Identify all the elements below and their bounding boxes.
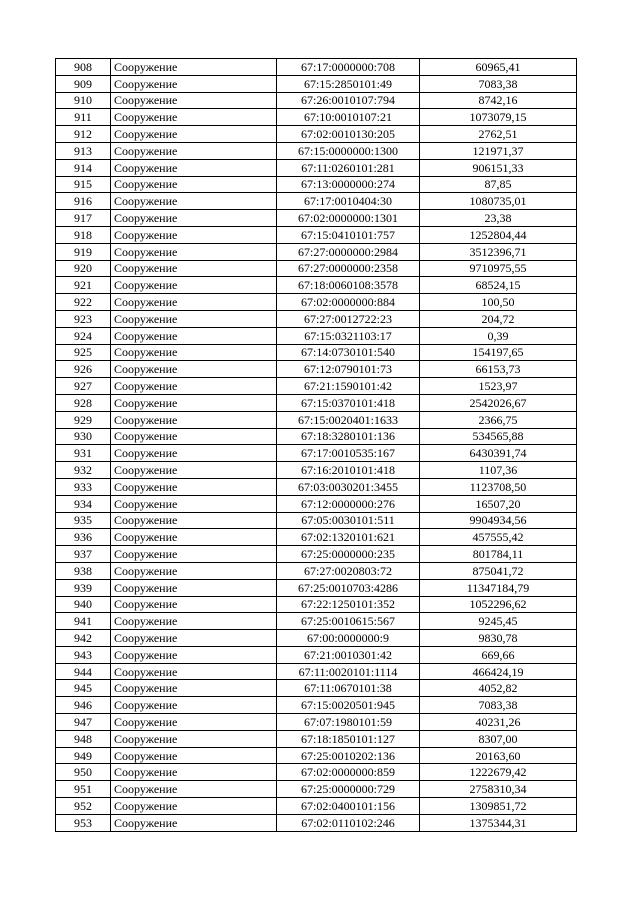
table-row [56,193,577,210]
cadastral-number: 67:15:0410101:757 [277,226,420,243]
cadastral-number: 67:17:0010404:30 [277,193,420,210]
table-row [56,814,577,831]
cadastral-value: 906151,33 [420,159,577,176]
row-number: 953 [56,814,111,831]
object-type: Сооружение [111,92,277,109]
table-row [56,764,577,781]
table-row [56,277,577,294]
row-number: 951 [56,781,111,798]
row-number: 934 [56,495,111,512]
cadastral-number: 67:22:1250101:352 [277,596,420,613]
object-type: Сооружение [111,798,277,815]
cadastral-value: 1222679,42 [420,764,577,781]
row-number: 937 [56,546,111,563]
cadastral-number: 67:15:0321103:17 [277,327,420,344]
cadastral-number: 67:12:0790101:73 [277,361,420,378]
row-number: 916 [56,193,111,210]
row-number: 946 [56,697,111,714]
row-number: 942 [56,630,111,647]
row-number: 921 [56,277,111,294]
cadastral-value: 466424,19 [420,663,577,680]
cadastral-value: 11347184,79 [420,579,577,596]
cadastral-value: 9245,45 [420,613,577,630]
row-number: 930 [56,428,111,445]
cadastral-number: 67:11:0020101:1114 [277,663,420,680]
table-row [56,478,577,495]
table-row [56,176,577,193]
object-type: Сооружение [111,126,277,143]
object-type: Сооружение [111,109,277,126]
table-row [56,361,577,378]
object-type: Сооружение [111,428,277,445]
cadastral-number: 67:10:0010107:21 [277,109,420,126]
table-row [56,462,577,479]
cadastral-value: 2758310,34 [420,781,577,798]
row-number: 920 [56,260,111,277]
object-type: Сооружение [111,411,277,428]
object-type: Сооружение [111,394,277,411]
row-number: 927 [56,378,111,395]
object-type: Сооружение [111,210,277,227]
cadastral-number: 67:02:0400101:156 [277,798,420,815]
object-type: Сооружение [111,344,277,361]
table-row [56,226,577,243]
cadastral-value: 8742,16 [420,92,577,109]
row-number: 935 [56,512,111,529]
object-type: Сооружение [111,361,277,378]
cadastral-number: 67:02:0000000:884 [277,294,420,311]
row-number: 952 [56,798,111,815]
table-row [56,680,577,697]
object-type: Сооружение [111,630,277,647]
cadastral-number: 67:27:0000000:2984 [277,243,420,260]
table-row [56,546,577,563]
row-number: 933 [56,478,111,495]
object-type: Сооружение [111,680,277,697]
object-type: Сооружение [111,327,277,344]
cadastral-value: 457555,42 [420,529,577,546]
table-row [56,781,577,798]
cadastral-number: 67:27:0020803:72 [277,562,420,579]
row-number: 947 [56,714,111,731]
registry-table [55,58,577,832]
cadastral-number: 67:02:1320101:621 [277,529,420,546]
table-row [56,529,577,546]
cadastral-value: 2762,51 [420,126,577,143]
object-type: Сооружение [111,663,277,680]
cadastral-value: 23,38 [420,210,577,227]
cadastral-number: 67:21:0010301:42 [277,646,420,663]
object-type: Сооружение [111,260,277,277]
row-number: 917 [56,210,111,227]
row-number: 928 [56,394,111,411]
cadastral-value: 1123708,50 [420,478,577,495]
table-row [56,394,577,411]
table-row [56,411,577,428]
table-row [56,428,577,445]
cadastral-value: 0,39 [420,327,577,344]
cadastral-number: 67:16:2010101:418 [277,462,420,479]
row-number: 938 [56,562,111,579]
cadastral-value: 8307,00 [420,730,577,747]
object-type: Сооружение [111,646,277,663]
cadastral-value: 801784,11 [420,546,577,563]
cadastral-value: 9904934,56 [420,512,577,529]
cadastral-value: 2542026,67 [420,394,577,411]
row-number: 914 [56,159,111,176]
row-number: 940 [56,596,111,613]
cadastral-value: 1073079,15 [420,109,577,126]
cadastral-number: 67:15:0020501:945 [277,697,420,714]
cadastral-value: 669,66 [420,646,577,663]
table-row [56,663,577,680]
cadastral-value: 9710975,55 [420,260,577,277]
cadastral-number: 67:27:0012722:23 [277,310,420,327]
cadastral-value: 1052296,62 [420,596,577,613]
cadastral-number: 67:27:0000000:2358 [277,260,420,277]
object-type: Сооружение [111,142,277,159]
object-type: Сооружение [111,764,277,781]
cadastral-number: 67:25:0000000:729 [277,781,420,798]
cadastral-number: 67:13:0000000:274 [277,176,420,193]
object-type: Сооружение [111,730,277,747]
row-number: 926 [56,361,111,378]
object-type: Сооружение [111,478,277,495]
row-number: 924 [56,327,111,344]
object-type: Сооружение [111,176,277,193]
table-row [56,495,577,512]
cadastral-value: 154197,65 [420,344,577,361]
cadastral-number: 67:25:0010703:4286 [277,579,420,596]
table-row [56,294,577,311]
table-row [56,646,577,663]
row-number: 929 [56,411,111,428]
cadastral-value: 1252804,44 [420,226,577,243]
row-number: 922 [56,294,111,311]
row-number: 932 [56,462,111,479]
cadastral-number: 67:25:0000000:235 [277,546,420,563]
cadastral-number: 67:14:0730101:540 [277,344,420,361]
row-number: 909 [56,75,111,92]
object-type: Сооружение [111,814,277,831]
row-number: 919 [56,243,111,260]
cadastral-value: 1523,97 [420,378,577,395]
cadastral-number: 67:02:0000000:1301 [277,210,420,227]
cadastral-value: 1309851,72 [420,798,577,815]
row-number: 949 [56,747,111,764]
row-number: 908 [56,59,111,76]
table-row [56,512,577,529]
cadastral-value: 2366,75 [420,411,577,428]
object-type: Сооружение [111,193,277,210]
cadastral-value: 1107,36 [420,462,577,479]
row-number: 936 [56,529,111,546]
row-number: 950 [56,764,111,781]
table-row [56,142,577,159]
object-type: Сооружение [111,462,277,479]
row-number: 931 [56,445,111,462]
object-type: Сооружение [111,529,277,546]
object-type: Сооружение [111,512,277,529]
cadastral-value: 7083,38 [420,697,577,714]
cadastral-number: 67:11:0670101:38 [277,680,420,697]
object-type: Сооружение [111,159,277,176]
row-number: 925 [56,344,111,361]
cadastral-value: 66153,73 [420,361,577,378]
cadastral-number: 67:02:0010130:205 [277,126,420,143]
object-type: Сооружение [111,495,277,512]
cadastral-number: 67:12:0000000:276 [277,495,420,512]
table-row [56,260,577,277]
table-row [56,159,577,176]
table-row [56,327,577,344]
table-row [56,92,577,109]
cadastral-number: 67:17:0000000:708 [277,59,420,76]
cadastral-value: 121971,37 [420,142,577,159]
table-row [56,630,577,647]
cadastral-number: 67:02:0000000:859 [277,764,420,781]
cadastral-value: 3512396,71 [420,243,577,260]
object-type: Сооружение [111,445,277,462]
cadastral-value: 87,85 [420,176,577,193]
object-type: Сооружение [111,226,277,243]
table-row [56,243,577,260]
object-type: Сооружение [111,243,277,260]
object-type: Сооружение [111,310,277,327]
cadastral-value: 7083,38 [420,75,577,92]
object-type: Сооружение [111,378,277,395]
cadastral-value: 9830,78 [420,630,577,647]
object-type: Сооружение [111,697,277,714]
row-number: 913 [56,142,111,159]
cadastral-value: 68524,15 [420,277,577,294]
table-row [56,59,577,76]
cadastral-value: 534565,88 [420,428,577,445]
cadastral-value: 60965,41 [420,59,577,76]
cadastral-number: 67:21:1590101:42 [277,378,420,395]
row-number: 912 [56,126,111,143]
cadastral-value: 1080735,01 [420,193,577,210]
object-type: Сооружение [111,75,277,92]
cadastral-number: 67:17:0010535:167 [277,445,420,462]
table-row [56,596,577,613]
cadastral-value: 16507,20 [420,495,577,512]
cadastral-value: 204,72 [420,310,577,327]
table-row [56,730,577,747]
row-number: 911 [56,109,111,126]
object-type: Сооружение [111,579,277,596]
row-number: 945 [56,680,111,697]
cadastral-number: 67:18:3280101:136 [277,428,420,445]
cadastral-value: 40231,26 [420,714,577,731]
cadastral-number: 67:15:0000000:1300 [277,142,420,159]
object-type: Сооружение [111,546,277,563]
object-type: Сооружение [111,59,277,76]
row-number: 944 [56,663,111,680]
table-row [56,714,577,731]
table-row [56,747,577,764]
table-row [56,210,577,227]
cadastral-value: 6430391,74 [420,445,577,462]
table-row [56,445,577,462]
cadastral-number: 67:18:0060108:3578 [277,277,420,294]
object-type: Сооружение [111,562,277,579]
cadastral-value: 4052,82 [420,680,577,697]
row-number: 939 [56,579,111,596]
object-type: Сооружение [111,781,277,798]
cadastral-number: 67:00:0000000:9 [277,630,420,647]
table-row [56,344,577,361]
table-row [56,697,577,714]
object-type: Сооружение [111,714,277,731]
cadastral-number: 67:07:1980101:59 [277,714,420,731]
cadastral-number: 67:05:0030101:511 [277,512,420,529]
cadastral-number: 67:15:2850101:49 [277,75,420,92]
cadastral-number: 67:18:1850101:127 [277,730,420,747]
row-number: 941 [56,613,111,630]
row-number: 915 [56,176,111,193]
row-number: 943 [56,646,111,663]
cadastral-number: 67:02:0110102:246 [277,814,420,831]
object-type: Сооружение [111,747,277,764]
object-type: Сооружение [111,596,277,613]
cadastral-number: 67:15:0020401:1633 [277,411,420,428]
table-row [56,613,577,630]
cadastral-number: 67:11:0260101:281 [277,159,420,176]
cadastral-number: 67:03:0030201:3455 [277,478,420,495]
cadastral-number: 67:15:0370101:418 [277,394,420,411]
object-type: Сооружение [111,294,277,311]
cadastral-value: 100,50 [420,294,577,311]
table-row [56,798,577,815]
cadastral-value: 1375344,31 [420,814,577,831]
cadastral-value: 875041,72 [420,562,577,579]
cadastral-value: 20163,60 [420,747,577,764]
table-row [56,562,577,579]
object-type: Сооружение [111,277,277,294]
row-number: 910 [56,92,111,109]
table-row [56,109,577,126]
cadastral-number: 67:25:0010202:136 [277,747,420,764]
table-row [56,126,577,143]
cadastral-number: 67:26:0010107:794 [277,92,420,109]
cadastral-number: 67:25:0010615:567 [277,613,420,630]
table-row [56,75,577,92]
row-number: 923 [56,310,111,327]
registry-table-body [56,59,577,832]
row-number: 918 [56,226,111,243]
table-row [56,378,577,395]
table-row [56,310,577,327]
row-number: 948 [56,730,111,747]
object-type: Сооружение [111,613,277,630]
table-row [56,579,577,596]
